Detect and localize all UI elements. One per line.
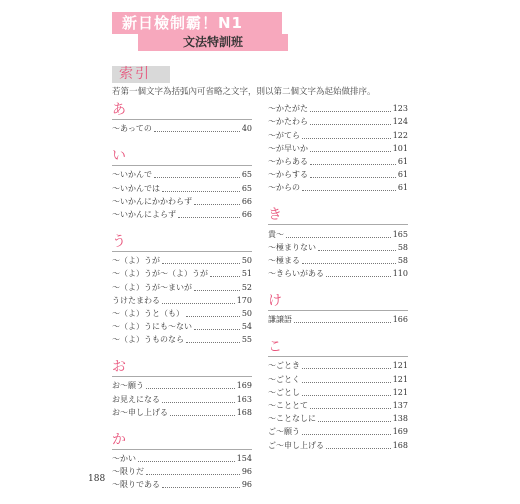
- entry-text: ～（よ）うにも～ない: [112, 322, 192, 332]
- index-entry: [112, 465, 252, 478]
- section-heading: け: [268, 293, 282, 310]
- entry-page: 166: [392, 315, 408, 325]
- index-section: [112, 102, 252, 135]
- dot-leader: [302, 263, 396, 264]
- index-entry: [268, 181, 408, 194]
- entry-text: ～あっての: [112, 124, 152, 134]
- dot-leader: [310, 164, 396, 165]
- section-heading: あ: [112, 102, 126, 118]
- entry-text: お～申し上げる: [112, 407, 168, 417]
- dot-leader: [326, 448, 391, 449]
- entry-text: ～からある: [268, 156, 308, 166]
- index-entry: [268, 372, 408, 385]
- entry-page: 138: [392, 414, 408, 424]
- entry-text: ～（よ）うが～（よ）うが: [112, 269, 208, 279]
- index-entry: [112, 478, 252, 491]
- index-entry: [268, 115, 408, 128]
- index-entry: [268, 128, 408, 141]
- index-entry: [112, 320, 252, 333]
- index-entry: [268, 438, 408, 451]
- index-entry: [112, 208, 252, 221]
- entry-page: 121: [392, 374, 408, 384]
- dot-leader: [162, 303, 235, 304]
- book-subtitle: 文法特訓班: [138, 34, 288, 51]
- index-entry: [268, 359, 408, 372]
- index-entry: [268, 254, 408, 267]
- entry-text: ～極まりない: [268, 242, 316, 252]
- entry-text: ご～申し上げる: [268, 440, 324, 450]
- entry-text: ～ごとき: [268, 361, 300, 371]
- entry-text: ～いかんによらず: [112, 209, 176, 219]
- entry-page: 96: [241, 467, 252, 477]
- index-entry: [112, 254, 252, 267]
- index-section: [112, 432, 252, 492]
- index-entry: [268, 412, 408, 425]
- section-rule: [268, 310, 408, 311]
- entry-text: ～（よ）うが～まいが: [112, 282, 192, 292]
- index-entry: [112, 280, 252, 293]
- entry-page: 168: [392, 440, 408, 450]
- entry-text: 謙譲語: [268, 315, 292, 325]
- section-rule: [268, 224, 408, 225]
- book-title: 新日檢制霸！N1: [112, 12, 282, 34]
- index-entry: [112, 267, 252, 280]
- entry-page: 163: [236, 394, 252, 404]
- index-description: 若第一個文字為括弧內可省略之文字，則以第二個文字為起始做排序。: [112, 87, 376, 97]
- entry-page: 137: [392, 401, 408, 410]
- index-entry: [268, 142, 408, 155]
- entry-page: 169: [236, 381, 252, 391]
- entry-text: ～からの: [268, 183, 300, 193]
- entry-page: 52: [241, 282, 252, 292]
- dot-leader: [194, 290, 240, 291]
- index-column-left: [112, 102, 252, 504]
- entry-text: ～ごとく: [268, 374, 300, 384]
- dot-leader: [154, 177, 240, 178]
- dot-leader: [146, 388, 235, 389]
- dot-leader: [318, 421, 391, 422]
- dot-leader: [186, 342, 240, 343]
- dot-leader: [210, 276, 240, 277]
- entry-text: ～限りだ: [112, 467, 144, 477]
- entry-page: 169: [392, 427, 408, 437]
- entry-page: 121: [392, 361, 408, 371]
- entry-page: 51: [241, 269, 252, 279]
- entry-page: 61: [397, 156, 408, 166]
- entry-text: お～願う: [112, 381, 144, 391]
- index-section: [268, 102, 408, 194]
- entry-text: ～が早いか: [268, 143, 308, 153]
- dot-leader: [302, 382, 391, 383]
- entry-page: 65: [241, 183, 252, 193]
- section-rule: [112, 449, 252, 450]
- entry-page: 124: [392, 117, 408, 127]
- dot-leader: [154, 131, 240, 132]
- dot-leader: [310, 177, 396, 178]
- entry-page: 66: [241, 196, 252, 206]
- section-heading: い: [112, 148, 126, 165]
- index-section: [268, 293, 408, 326]
- entry-text: ～からする: [268, 170, 308, 180]
- entry-text: ～極まる: [268, 255, 300, 265]
- entry-page: 170: [236, 295, 252, 305]
- section-rule: [112, 119, 252, 120]
- dot-leader: [186, 316, 240, 317]
- dot-leader: [302, 395, 391, 396]
- dot-leader: [310, 124, 391, 125]
- entry-text: ～がてら: [268, 130, 300, 140]
- entry-text: ～こととて: [268, 401, 308, 410]
- entry-text: ～（よ）うと（も）: [112, 308, 184, 318]
- index-column-right: [268, 102, 408, 465]
- entry-text: ～きらいがある: [268, 269, 324, 279]
- dot-leader: [318, 250, 396, 251]
- index-entry: [112, 168, 252, 181]
- entry-page: 66: [241, 209, 252, 219]
- entry-text: ～かい: [112, 454, 136, 463]
- page-number: 188: [88, 474, 106, 484]
- entry-page: 58: [397, 255, 408, 265]
- entry-text: お見えになる: [112, 394, 160, 404]
- index-entry: [268, 227, 408, 240]
- entry-page: 154: [236, 454, 252, 463]
- dot-leader: [294, 322, 391, 323]
- dot-leader: [194, 204, 240, 205]
- index-badge: [112, 66, 170, 83]
- entry-page: 96: [241, 480, 252, 490]
- entry-page: 40: [241, 124, 252, 134]
- entry-page: 61: [397, 183, 408, 193]
- index-section: [112, 148, 252, 221]
- index-section: [112, 234, 252, 346]
- index-entry: [112, 392, 252, 405]
- section-rule: [112, 376, 252, 377]
- entry-page: 121: [392, 387, 408, 397]
- dot-leader: [170, 415, 235, 416]
- dot-leader: [302, 368, 391, 369]
- entry-page: 55: [241, 335, 252, 345]
- dot-leader: [138, 461, 235, 462]
- index-entry: [112, 452, 252, 465]
- entry-text: ～ことなしに: [268, 414, 316, 424]
- entry-text: ～いかんで: [112, 170, 152, 180]
- section-rule: [112, 165, 252, 166]
- index-entry: [112, 406, 252, 419]
- index-entry: [268, 155, 408, 168]
- section-heading: き: [268, 207, 282, 224]
- dot-leader: [162, 402, 235, 403]
- index-entry: [268, 168, 408, 181]
- index-entry: [268, 313, 408, 326]
- dot-leader: [302, 138, 391, 139]
- dot-leader: [162, 191, 240, 192]
- dot-leader: [162, 487, 240, 488]
- index-entry: [268, 102, 408, 115]
- entry-text: ～いかんにかかわらず: [112, 196, 192, 206]
- entry-page: 123: [392, 104, 408, 114]
- section-rule: [112, 251, 252, 252]
- dot-leader: [310, 111, 391, 112]
- section-heading: お: [112, 359, 126, 376]
- entry-page: 50: [241, 256, 252, 266]
- index-entry: [112, 122, 252, 135]
- entry-text: 貴～: [268, 229, 284, 239]
- entry-text: うけたまわる: [112, 295, 160, 305]
- entry-text: ～かたわら: [268, 117, 308, 127]
- index-entry: [112, 379, 252, 392]
- dot-leader: [162, 263, 240, 264]
- index-entry: [268, 425, 408, 438]
- section-rule: [268, 356, 408, 357]
- section-heading: う: [112, 233, 126, 250]
- entry-text: ～（よ）うが: [112, 256, 160, 266]
- index-entry: [268, 386, 408, 399]
- entry-page: 110: [392, 269, 408, 279]
- dot-leader: [310, 408, 391, 409]
- index-entry: [112, 181, 252, 194]
- index-entry: [112, 333, 252, 346]
- dot-leader: [302, 190, 396, 191]
- dot-leader: [310, 151, 391, 152]
- entry-page: 58: [397, 242, 408, 252]
- index-entry: [268, 399, 408, 412]
- dot-leader: [326, 276, 391, 277]
- index-entry: [268, 241, 408, 254]
- entry-text: ～ごとし: [268, 387, 300, 397]
- index-entry: [268, 267, 408, 280]
- entry-page: 65: [241, 170, 252, 180]
- entry-text: ～いかんでは: [112, 183, 160, 193]
- entry-page: 122: [392, 130, 408, 140]
- section-heading: こ: [268, 339, 282, 356]
- entry-text: ご～願う: [268, 427, 300, 437]
- entry-text: ～限りである: [112, 480, 160, 490]
- index-section: [112, 359, 252, 419]
- index-section: [268, 339, 408, 451]
- index-label: 索引: [119, 66, 151, 82]
- dot-leader: [194, 329, 240, 330]
- dot-leader: [286, 237, 391, 238]
- index-entry: [112, 294, 252, 307]
- entry-page: 101: [392, 143, 408, 153]
- index-entry: [112, 307, 252, 320]
- dot-leader: [178, 217, 240, 218]
- entry-page: 165: [392, 229, 408, 239]
- index-section: [268, 207, 408, 280]
- dot-leader: [146, 474, 240, 475]
- entry-page: 61: [397, 170, 408, 180]
- entry-page: 54: [241, 322, 252, 332]
- section-heading: か: [112, 431, 126, 448]
- entry-text: ～かたがた: [268, 104, 308, 114]
- entry-text: ～（よ）うものなら: [112, 335, 184, 345]
- dot-leader: [302, 434, 391, 435]
- entry-page: 168: [236, 407, 252, 417]
- index-entry: [112, 195, 252, 208]
- entry-page: 50: [241, 308, 252, 318]
